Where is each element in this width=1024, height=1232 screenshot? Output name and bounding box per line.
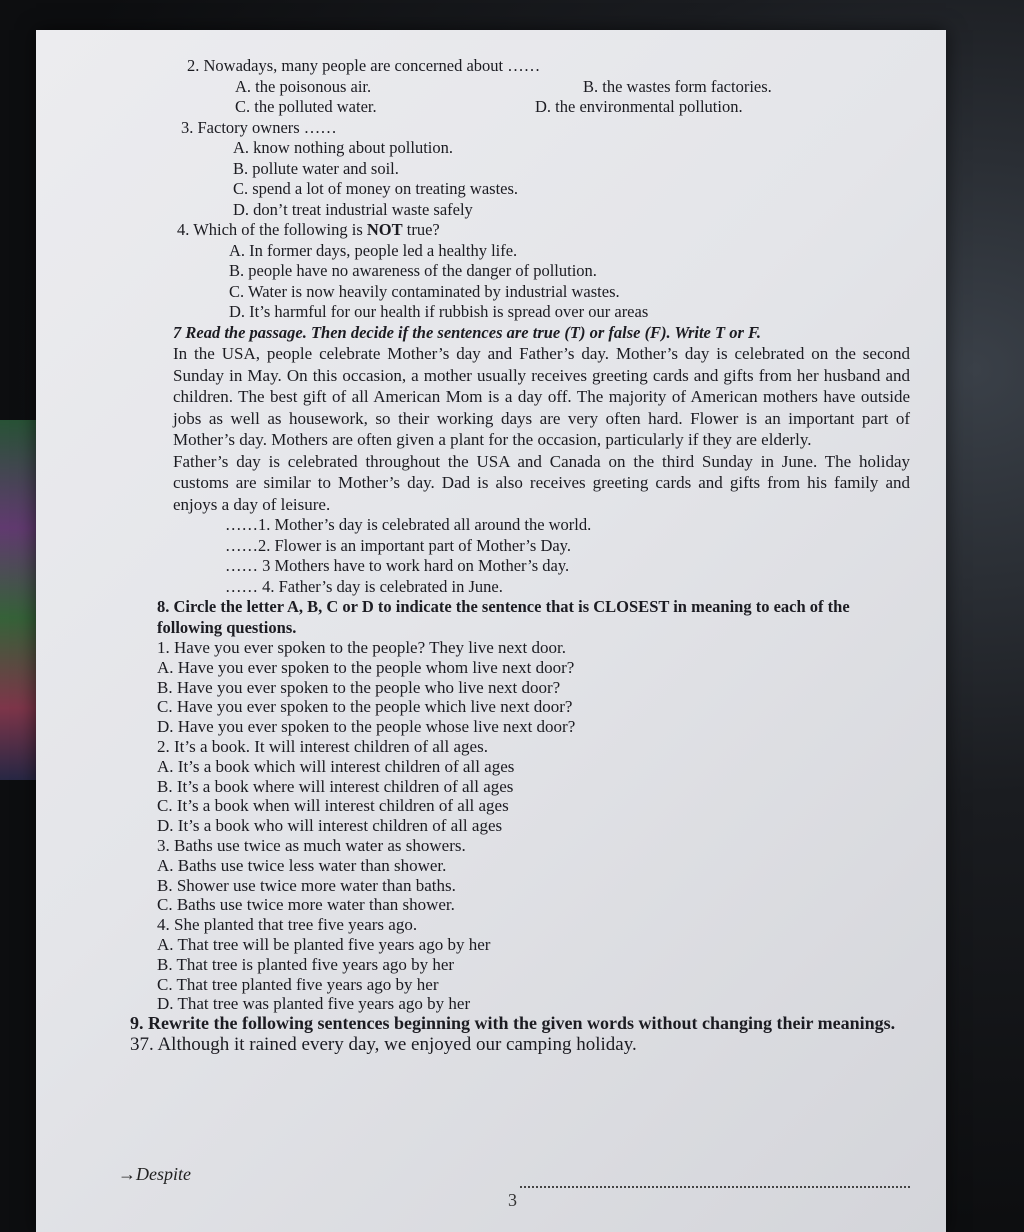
answer-line[interactable] (520, 1186, 910, 1188)
list-item: C. It’s a book when will interest children of all ages (157, 796, 509, 816)
section-7 (173, 323, 910, 598)
passage-paragraph-2: Father’s day is celebrated throughout the USA and Canada on the third Sunday in June. The holiday customs are similar to Mother’s day. Dad is also receives greeting cards and gifts from his family and enjoys a day of leisure. (173, 451, 910, 514)
section-9-item: 37. Although it rained every day, we enjoyed our camping holiday. (130, 1034, 637, 1056)
list-item: 3. Baths use twice as much water as showers. (157, 835, 466, 855)
list-item: B. It’s a book where will interest children of all ages (157, 776, 514, 796)
tf-statement: …… 4. Father’s day is celebrated in June. (225, 576, 503, 596)
rewrite-prompt: →Despite (118, 1164, 191, 1184)
question-4-option-b: B. people have no awareness of the danger of pollution. (229, 261, 597, 280)
section-8-items (157, 638, 910, 1014)
list-item: C. That tree planted five years ago by her (157, 974, 439, 994)
list-item: 4. She planted that tree five years ago. (157, 915, 418, 935)
question-4-stem: 4. Which of the following is NOT true? (177, 220, 440, 239)
question-3-option-b: B. pollute water and soil. (233, 158, 399, 178)
question-3-stem: 3. Factory owners …… (181, 117, 337, 137)
list-item: D. Have you ever spoken to the people whose live next door? (157, 717, 576, 737)
question-4-option-a: A. In former days, people led a healthy life. (229, 240, 518, 260)
question-2 (187, 56, 910, 118)
worksheet-content (130, 56, 910, 1057)
section-8-instruction: 8. Circle the letter A, B, C or D to indicate the sentence that is CLOSEST in meaning to each of the following questions. (157, 597, 850, 637)
tf-statement: …… 3 Mothers have to work hard on Mother’s day. (225, 556, 570, 575)
list-item: C. Have you ever spoken to the people which live next door? (157, 697, 573, 717)
question-3-option-a: A. know nothing about pollution. (233, 138, 453, 157)
tf-statement: ……1. Mother’s day is celebrated all around the world. (225, 515, 592, 534)
tf-statement: ……2. Flower is an important part of Mother’s Day. (225, 535, 571, 555)
list-item: A. Have you ever spoken to the people whom live next door? (157, 657, 575, 677)
list-item: A. That tree will be planted five years ago by her (157, 934, 491, 954)
list-item: B. Shower use twice more water than baths. (157, 875, 456, 895)
section-8 (157, 597, 910, 1014)
question-3 (181, 118, 910, 221)
page-number: 3 (508, 1190, 517, 1210)
question-2-stem: 2. Nowadays, many people are concerned about …… (187, 56, 541, 75)
section-9-instruction: 9. Rewrite the following sentences beginning with the given words without changing their meanings. (130, 1013, 896, 1034)
fabric-background (0, 420, 40, 780)
question-2-option-b: B. the wastes form factories. (583, 76, 772, 96)
list-item: B. Have you ever spoken to the people who live next door? (157, 677, 561, 697)
question-4 (177, 220, 910, 323)
question-2-option-d: D. the environmental pollution. (535, 97, 743, 116)
list-item: A. It’s a book which will interest children of all ages (157, 756, 515, 776)
section-9 (130, 1014, 910, 1057)
list-item: 2. It’s a book. It will interest children of all ages. (157, 736, 488, 756)
question-3-option-d: D. don’t treat industrial waste safely (233, 199, 473, 219)
list-item: A. Baths use twice less water than shower. (157, 855, 447, 875)
question-4-option-d: D. It’s harmful for our health if rubbish is spread over our areas (229, 302, 649, 321)
list-item: D. That tree was planted five years ago by her (157, 994, 471, 1014)
question-2-option-a: A. the poisonous air. (235, 76, 372, 96)
question-2-option-c: C. the polluted water. (235, 97, 377, 116)
passage-paragraph-1: In the USA, people celebrate Mother’s day and Father’s day. Mother’s day is celebrated on the second Sunday in May. On this occasion, a mother usually receives greeting cards and gifts from her husband and children. The best gift of all American Mom is a day off. The majority of American mothers have outside jobs as well as housework, so their working days are very often hard. Flower is an important part of Mother’s day. Mothers are often given a plant for the occasion, particularly if they are elderly. (173, 344, 910, 449)
section-7-instruction: 7 Read the passage. Then decide if the sentences are true (T) or false (F). Write T or F. (173, 322, 761, 342)
list-item: B. That tree is planted five years ago by her (157, 954, 455, 974)
question-3-option-c: C. spend a lot of money on treating wastes. (233, 179, 519, 198)
list-item: 1. Have you ever spoken to the people? They live next door. (157, 638, 566, 657)
question-4-option-c: C. Water is now heavily contaminated by industrial wastes. (229, 281, 620, 301)
list-item: C. Baths use twice more water than shower. (157, 895, 455, 915)
list-item: D. It’s a book who will interest children of all ages (157, 816, 503, 836)
